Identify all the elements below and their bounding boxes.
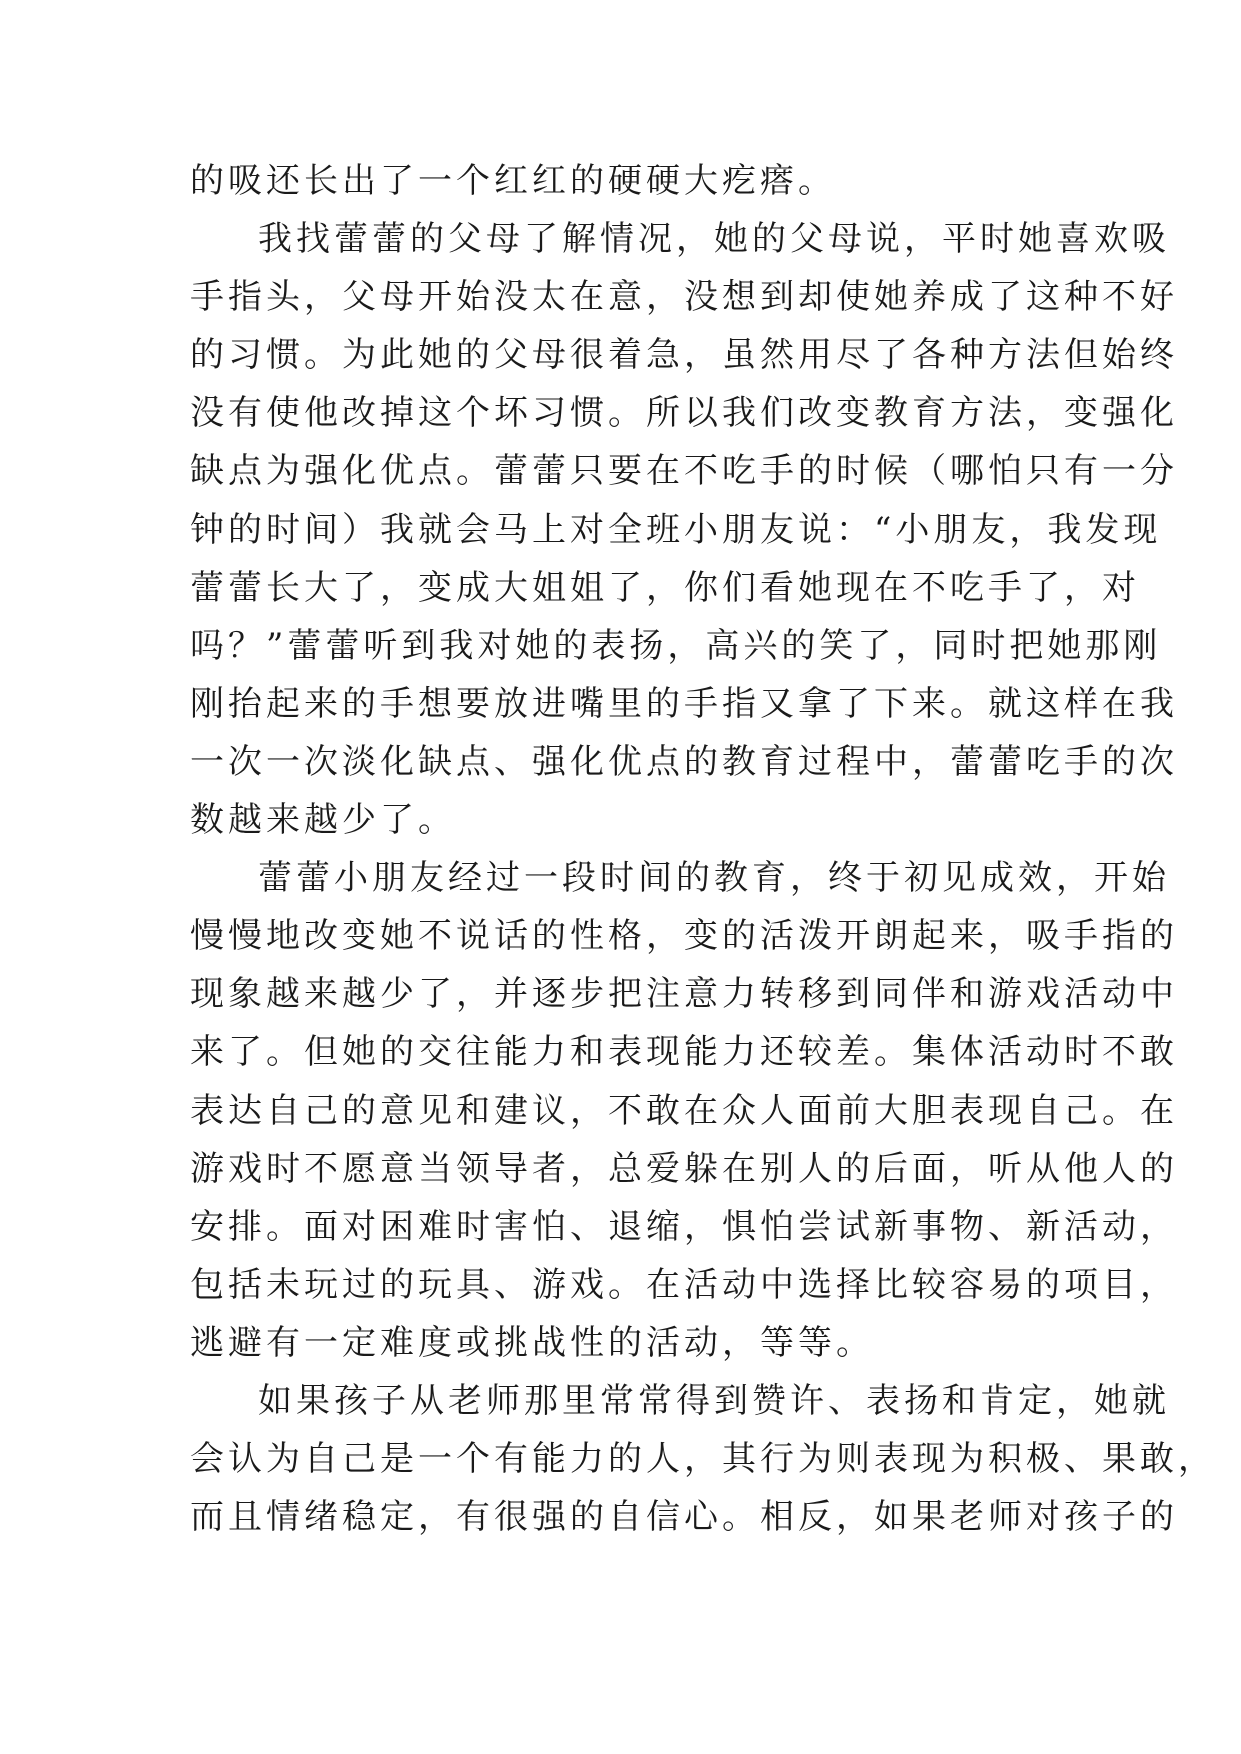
text-line: 钟的时间）我就会马上对全班小朋友说：“小朋友，我发现 (190, 509, 1162, 550)
text-line: 会认为自己是一个有能力的人，其行为则表现为积极、果敢， (190, 1439, 1216, 1480)
body-text (190, 152, 1216, 1546)
text-line: 一次一次淡化缺点、强化优点的教育过程中，蕾蕾吃手的次 (190, 741, 1178, 782)
text-line: 包括未玩过的玩具、游戏。在活动中选择比较容易的项目， (190, 1264, 1178, 1305)
text-line: 安排。面对困难时害怕、退缩，惧怕尝试新事物、新活动， (190, 1206, 1178, 1247)
paragraph-start-line: 蕾蕾小朋友经过一段时间的教育，终于初见成效，开始 (258, 858, 1170, 899)
paragraph-start-line: 我找蕾蕾的父母了解情况，她的父母说，平时她喜欢吸 (258, 219, 1170, 260)
text-line: 的吸还长出了一个红红的硬硬大疙瘩。 (190, 161, 836, 201)
text-line: 游戏时不愿意当领导者，总爱躲在别人的后面，听从他人的 (190, 1148, 1178, 1189)
text-line: 缺点为强化优点。蕾蕾只要在不吃手的时候（哪怕只有一分 (190, 451, 1178, 492)
text-line: 逃避有一定难度或挑战性的活动，等等。 (190, 1322, 874, 1363)
text-line: 数越来越少了。 (190, 800, 456, 841)
text-line: 慢慢地改变她不说话的性格，变的活泼开朗起来，吸手指的 (190, 916, 1178, 957)
text-line: 而且情绪稳定，有很强的自信心。相反，如果老师对孩子的 (190, 1497, 1178, 1538)
text-line: 吗？”蕾蕾听到我对她的表扬，高兴的笑了，同时把她那刚 (190, 625, 1162, 666)
text-line: 现象越来越少了，并逐步把注意力转移到同伴和游戏活动中 (190, 974, 1178, 1015)
text-line: 刚抬起来的手想要放进嘴里的手指又拿了下来。就这样在我 (190, 683, 1178, 724)
text-line: 手指头，父母开始没太在意，没想到却使她养成了这种不好 (190, 277, 1178, 318)
text-line: 蕾蕾长大了，变成大姐姐了，你们看她现在不吃手了，对 (190, 567, 1140, 608)
text-line: 来了。但她的交往能力和表现能力还较差。集体活动时不敢 (190, 1032, 1178, 1073)
text-line: 的习惯。为此她的父母很着急，虽然用尽了各种方法但始终 (190, 335, 1178, 376)
paragraph-start-line: 如果孩子从老师那里常常得到赞许、表扬和肯定，她就 (258, 1380, 1170, 1421)
text-line: 表达自己的意见和建议，不敢在众人面前大胆表现自己。在 (190, 1090, 1178, 1131)
text-line: 没有使他改掉这个坏习惯。所以我们改变教育方法，变强化 (190, 393, 1178, 434)
